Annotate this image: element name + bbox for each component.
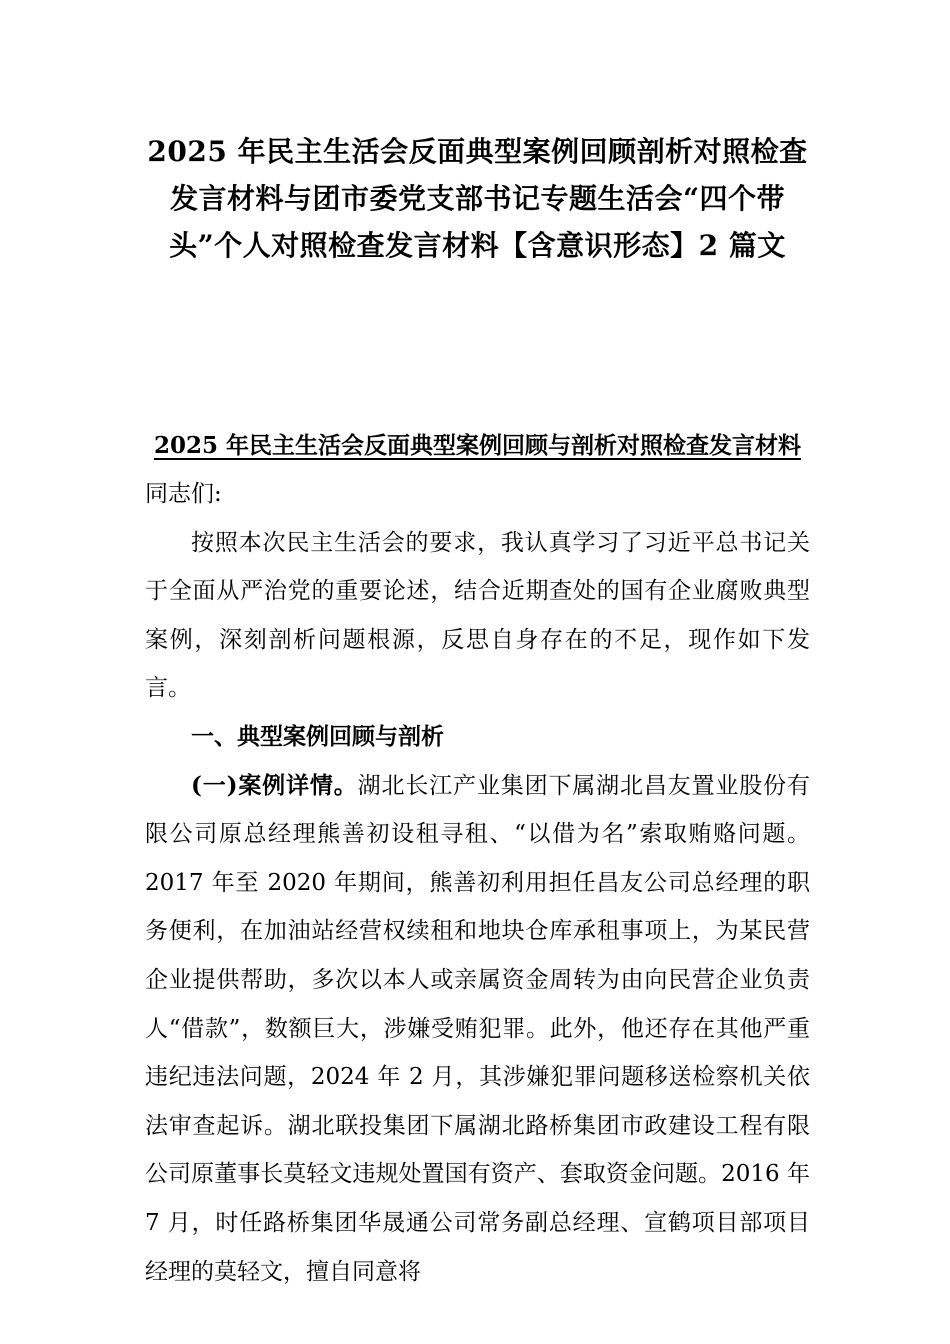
document-body xyxy=(145,470,810,1296)
salutation: 同志们: xyxy=(145,481,222,507)
document-title xyxy=(145,128,810,269)
section-title-text: 2025 年民主生活会反面典型案例回顾与剖析对照检查发言材料 xyxy=(153,432,802,459)
document-title-line-2: 发言材料与团市委党支部书记专题生活会“四个带 xyxy=(169,182,786,215)
section-title xyxy=(145,421,810,470)
document-title-line-1: 2025 年民主生活会反面典型案例回顾剖析对照检查 xyxy=(147,135,808,168)
case-paragraph-lead: (一)案例详情。 xyxy=(191,771,358,799)
case-paragraph xyxy=(145,762,810,1297)
document-title-line-3: 头”个人对照检查发言材料【含意识形态】2 篇文 xyxy=(169,229,786,262)
section1-heading: 一、典型案例回顾与剖析 xyxy=(191,722,444,750)
case-paragraph-text: 湖北长江产业集团下属湖北昌友置业股份有限公司原总经理熊善初设租寻租、“以借为名”索取贿赂问题。 2017 年至 2020 年期间，熊善初利用担任昌友公司总经理的职务便利，在加油站经营权续租和地块仓库承租事项上，为某民营企业提供帮助，多次以本人或亲属资金周转为由向民营企业负责人“借款”，数额巨大，涉嫌受贿犯罪。此外，他还存在其他严重违纪违法问题，2024 年 2 月，其涉嫌犯罪问题移送检察机关依法审查起诉。湖北联投集团下属湖北路桥集团市政建设工程有限公司原董事长莫轻文违规处置国有资产、套取资金问题。2016 年 7 月，时任路桥集团华晟通公司常务副总经理、宣鹤项目部项目经理的莫轻文，擅自同意将 xyxy=(145,772,811,1285)
intro-paragraph: 按照本次民主生活会的要求，我认真学习了习近平总书记关于全面从严治党的重要论述，结合近期查处的国有企业腐败典型案例，深刻剖析问题根源，反思自身存在的不足，现作如下发言。 xyxy=(145,529,810,702)
